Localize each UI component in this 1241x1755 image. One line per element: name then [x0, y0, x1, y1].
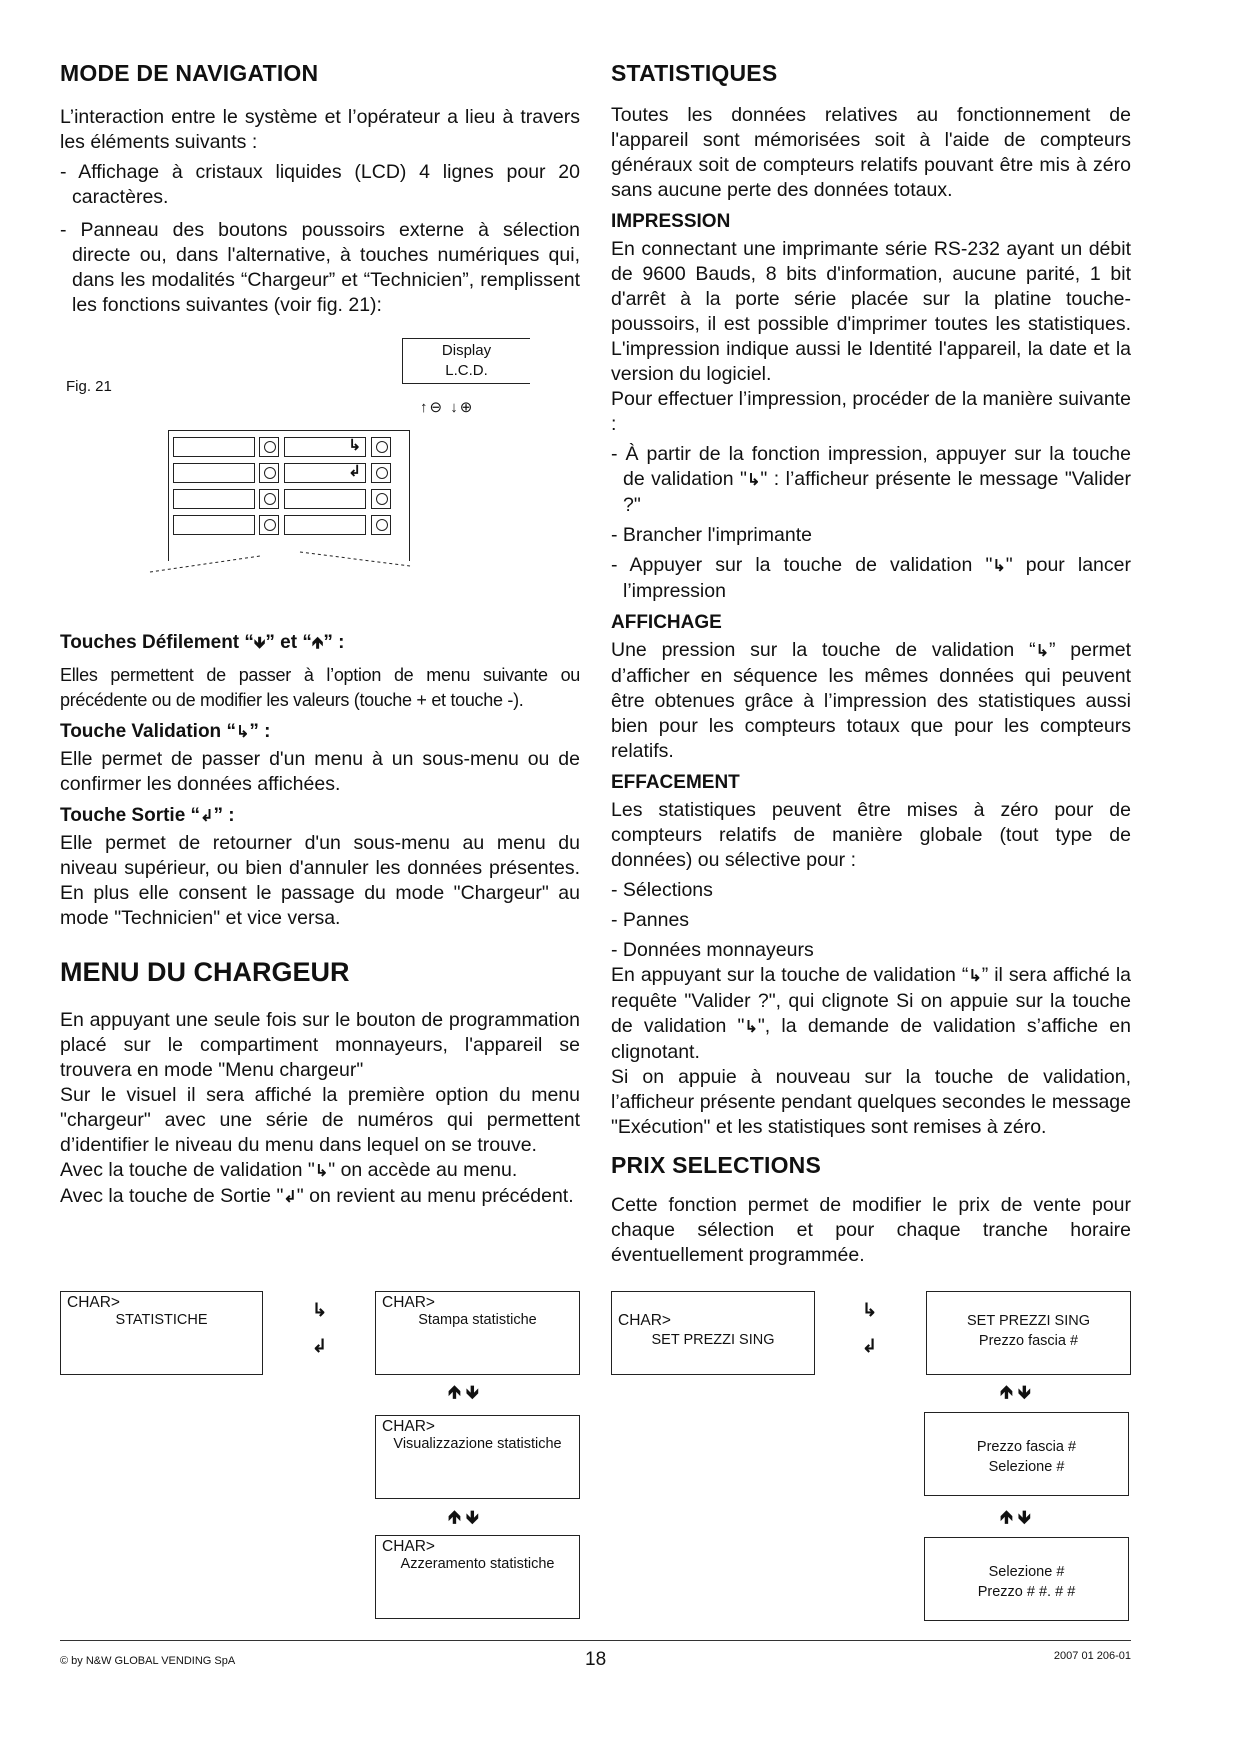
exit-key-title: [60, 805, 580, 827]
up-down-arrows-icon: 🡹 🡻: [1000, 1507, 1031, 1527]
flow-box-label: SET PREZZI SING: [651, 1332, 775, 1348]
scroll-keys-text: Elles permettent de passer à l’option de menu suivante ou précédente ou de modifier les valeurs (touche + et touche -).: [60, 665, 580, 710]
flow-box-azzeramento: [375, 1535, 580, 1619]
effacement-title: EFFACEMENT: [611, 772, 740, 793]
arrow-legend: ↑⊖ ↓⊕: [420, 399, 475, 416]
prix-text: Cette fonction permet de modifier le prix de vente pour chaque sélection et pour chaque tranche horaire éventuellement programmée.: [611, 1194, 1131, 1266]
panel-button: [284, 515, 366, 535]
flow-box-visualizzazione: [375, 1415, 580, 1499]
flow-box-line1: SET PREZZI SING: [966, 1313, 1090, 1329]
footer-divider: [60, 1640, 1131, 1641]
validation-key-title: [60, 721, 580, 743]
up-down-arrows-icon: 🡹 🡻: [448, 1507, 479, 1527]
flow-box-prefix: CHAR>: [382, 1294, 435, 1311]
eff-p1-part: ", la demande de validation s’affiche en clignotant.: [611, 1015, 1131, 1063]
impression-item2: - Brancher l'imprimante: [611, 524, 812, 546]
panel-button: [173, 463, 255, 483]
footer-doc-code: 2007 01 206-01: [1053, 1650, 1131, 1662]
flow-box-label: STATISTICHE: [115, 1312, 208, 1328]
flow-box-prefix: CHAR>: [382, 1418, 435, 1435]
imp-item1-part: - À partir de la fonction impression, appuyer sur la touche de validation ": [611, 443, 1131, 490]
flow-box-prefix: CHAR>: [67, 1294, 120, 1311]
enter-icon: ↳: [746, 472, 761, 489]
validation-key-text: Elle permet de passer d'un menu à un sous-menu ou de confirmer les données affichées.: [60, 748, 580, 795]
panel-led-icon: [259, 515, 279, 535]
nav-item-panel: - Panneau des boutons poussoirs externe à sélection directe ou, dans l'alternative, à touches numériques qui, dans les modalités “Chargeur” et “Technicien”, remplissent les fonctions suivantes (voir fig. 21):: [60, 219, 580, 316]
flow-box-selezione: [924, 1412, 1129, 1496]
affichage-text: [611, 638, 1131, 764]
panel-button: [173, 515, 255, 535]
menu-p1: En appuyant une seule fois sur le bouton de programmation placé sur le compartiment monnayeurs, l'appareil se trouvera en mode "Menu chargeur": [60, 1009, 580, 1081]
up-arrow-icon: 🡹: [311, 635, 324, 652]
panel-button-exit: [284, 463, 366, 483]
flow-box-label: Stampa statistiche: [418, 1312, 537, 1328]
scroll-title-part: ” :: [323, 632, 345, 653]
exit-key-text: Elle permet de retourner d'un sous-menu au menu du niveau supérieur, ou bien d'annuler les données présentes. En plus elle consent le passage du mode "Chargeur" au mode "Technicien" et vice versa.: [60, 832, 580, 929]
up-down-arrows-icon: 🡹 🡻: [1000, 1382, 1031, 1402]
exit-icon: ↲: [348, 463, 361, 480]
menu-p3: [60, 1158, 580, 1184]
nav-item-lcd: - Affichage à cristaux liquides (LCD) 4 lignes pour 20 caractères.: [60, 161, 580, 208]
menu-p2: Sur le visuel il sera affiché la première option du menu "chargeur" avec une série de numéros qui permettent d’identifier le niveau du menu dans lequel on se trouve.: [60, 1084, 580, 1156]
impression-item3: [611, 553, 1131, 604]
menu-chargeur-title: MENU DU CHARGEUR: [60, 957, 350, 987]
flow-box-prefix: CHAR>: [382, 1538, 435, 1555]
panel-led-icon: [259, 437, 279, 457]
effacement-p2: Si on appuie à nouveau sur la touche de validation, l’afficheur présente pendant quelques secondes le message "Exécution" et les statistiques sont remises à zéro.: [611, 1066, 1131, 1138]
menu-p3-part: Avec la touche de validation ": [60, 1159, 315, 1181]
figure-label: Fig. 21: [66, 378, 112, 395]
stats-text: Toutes les données relatives au fonctionnement de l'appareil sont mémorisées soit à l'aide de compteurs généraux soit de compteurs relatifs pouvant être mis à zéro sans aucune perte des données totaux.: [611, 104, 1131, 201]
scroll-keys-title: [60, 632, 580, 659]
menu-p4-part: Avec la touche de Sortie ": [60, 1185, 284, 1207]
panel-button: [284, 489, 366, 509]
affichage-part: Une pression sur la touche de validation “: [611, 639, 1036, 661]
imp-item3-part: - Appuyer sur la touche de validation ": [611, 554, 993, 576]
display-label-line2: L.C.D.: [445, 362, 488, 379]
enter-icon: ↳: [312, 1300, 328, 1320]
enter-icon: ↳: [348, 437, 361, 454]
right-column: [611, 60, 1131, 1268]
nav-title: MODE DE NAVIGATION: [60, 60, 319, 86]
enter-icon: ↳: [235, 724, 250, 741]
exit-icon: ↲: [200, 808, 214, 825]
affichage-title: AFFICHAGE: [611, 612, 722, 633]
display-label-line1: Display: [441, 342, 492, 359]
flow-box-set-prezzi: [611, 1291, 815, 1375]
effacement-p1: [611, 963, 1131, 1065]
page-number: 18: [585, 1649, 607, 1670]
flow-box-prefix: CHAR>: [618, 1312, 671, 1329]
imp-item1-part: " : l’afficheur présente le message "Valider ?": [623, 468, 1131, 516]
flow-box-prezzo: [924, 1537, 1129, 1621]
panel-button: [173, 489, 255, 509]
impression-text: En connectant une imprimante série RS-232 ayant un débit de 9600 Bauds, 8 bits d'information, aucune parité, 1 bit d'arrêt à la porte série placée sur la platine touche-poussoirs, il est possible d'imprimer toutes les statistiques. L'impression indique aussi le Identité l'appareil, la date et la version du logiciel.: [611, 238, 1131, 385]
flow-box-label: Visualizzazione statistiche: [393, 1436, 562, 1452]
effacement-item2: - Pannes: [611, 909, 690, 931]
effacement-item1: - Sélections: [611, 879, 713, 901]
validation-title-part: Touche Validation “: [60, 721, 236, 742]
flow-box-line2: Selezione #: [988, 1459, 1065, 1475]
flow-box-stampa: [375, 1291, 580, 1375]
panel-led-icon: [371, 489, 391, 509]
menu-p4-part: " on revient au menu précédent.: [296, 1185, 574, 1207]
flow-box-line2: Prezzo fascia #: [978, 1333, 1079, 1349]
eff-p1-part: ” il sera affiché la requête "Valider ?", qui clignote Si on appuie sur la touche de validation ": [611, 964, 1131, 1037]
validation-title-part: ” :: [249, 721, 271, 742]
flow-box-prezzo-fascia: [926, 1291, 1131, 1375]
impression-item1: [611, 442, 1131, 518]
flow-box-line1: Prezzo fascia #: [976, 1439, 1077, 1455]
enter-icon: ↳: [992, 558, 1006, 575]
scroll-title-part: ” et “: [265, 632, 312, 653]
panel-led-icon: [259, 463, 279, 483]
panel-led-icon: [371, 437, 391, 457]
impression-text2: Pour effectuer l’impression, procéder de la manière suivante :: [611, 388, 1131, 435]
exit-icon: ↲: [283, 1189, 297, 1206]
enter-icon: ↳: [968, 968, 982, 985]
eff-p1-part: En appuyant sur la touche de validation “: [611, 964, 969, 986]
up-down-arrows-icon: 🡹 🡻: [448, 1382, 479, 1402]
scroll-title-part: Touches Défilement “: [60, 632, 254, 653]
exit-icon: ↲: [862, 1336, 878, 1356]
affichage-part: ” permet d’afficher en séquence les mêmes données qui peuvent être obtenues grâce à l’impression des statistiques aussi bien pour les compteurs totaux que pour les compteurs relatifs.: [611, 639, 1131, 762]
enter-icon: ↳: [862, 1300, 878, 1320]
menu-p3-part: " on accède au menu.: [328, 1159, 518, 1181]
figure-21: [60, 338, 580, 628]
nav-intro: L’interaction entre le système et l’opérateur a lieu à travers les éléments suivants :: [60, 106, 580, 153]
impression-title: IMPRESSION: [611, 211, 731, 232]
down-arrow-icon: 🡻: [253, 635, 266, 652]
panel-led-icon: [259, 489, 279, 509]
footer-copyright: © by N&W GLOBAL VENDING SpA: [60, 1655, 236, 1667]
effacement-item3: - Données monnayeurs: [611, 939, 814, 961]
panel-button: [173, 437, 255, 457]
exit-icon: ↲: [312, 1336, 328, 1356]
enter-icon: ↳: [1035, 643, 1049, 660]
flow-box-line1: Selezione #: [988, 1564, 1065, 1580]
panel-button-enter: [284, 437, 366, 457]
panel-led-icon: [371, 515, 391, 535]
stats-title: STATISTIQUES: [611, 60, 778, 86]
prix-title: PRIX SELECTIONS: [611, 1152, 822, 1178]
imp-item3-part: " pour lancer l’impression: [623, 554, 1131, 602]
exit-title-part: Touche Sortie “: [60, 805, 201, 826]
flow-box-statistiche: [60, 1291, 263, 1375]
display-lcd-label: [402, 338, 530, 384]
left-column: [60, 60, 580, 1210]
enter-icon: ↳: [744, 1019, 758, 1036]
panel-cut-lines: [130, 538, 430, 578]
flow-box-line2: Prezzo # #. # #: [977, 1584, 1076, 1600]
effacement-text: Les statistiques peuvent être mises à zéro pour de compteurs relatifs de manière globale (tout type de données) ou sélective pour :: [611, 799, 1131, 871]
flow-box-label: Azzeramento statistiche: [400, 1556, 555, 1572]
exit-title-part: ” :: [213, 805, 235, 826]
panel-led-icon: [371, 463, 391, 483]
menu-p4: [60, 1184, 580, 1210]
enter-icon: ↳: [314, 1163, 329, 1180]
